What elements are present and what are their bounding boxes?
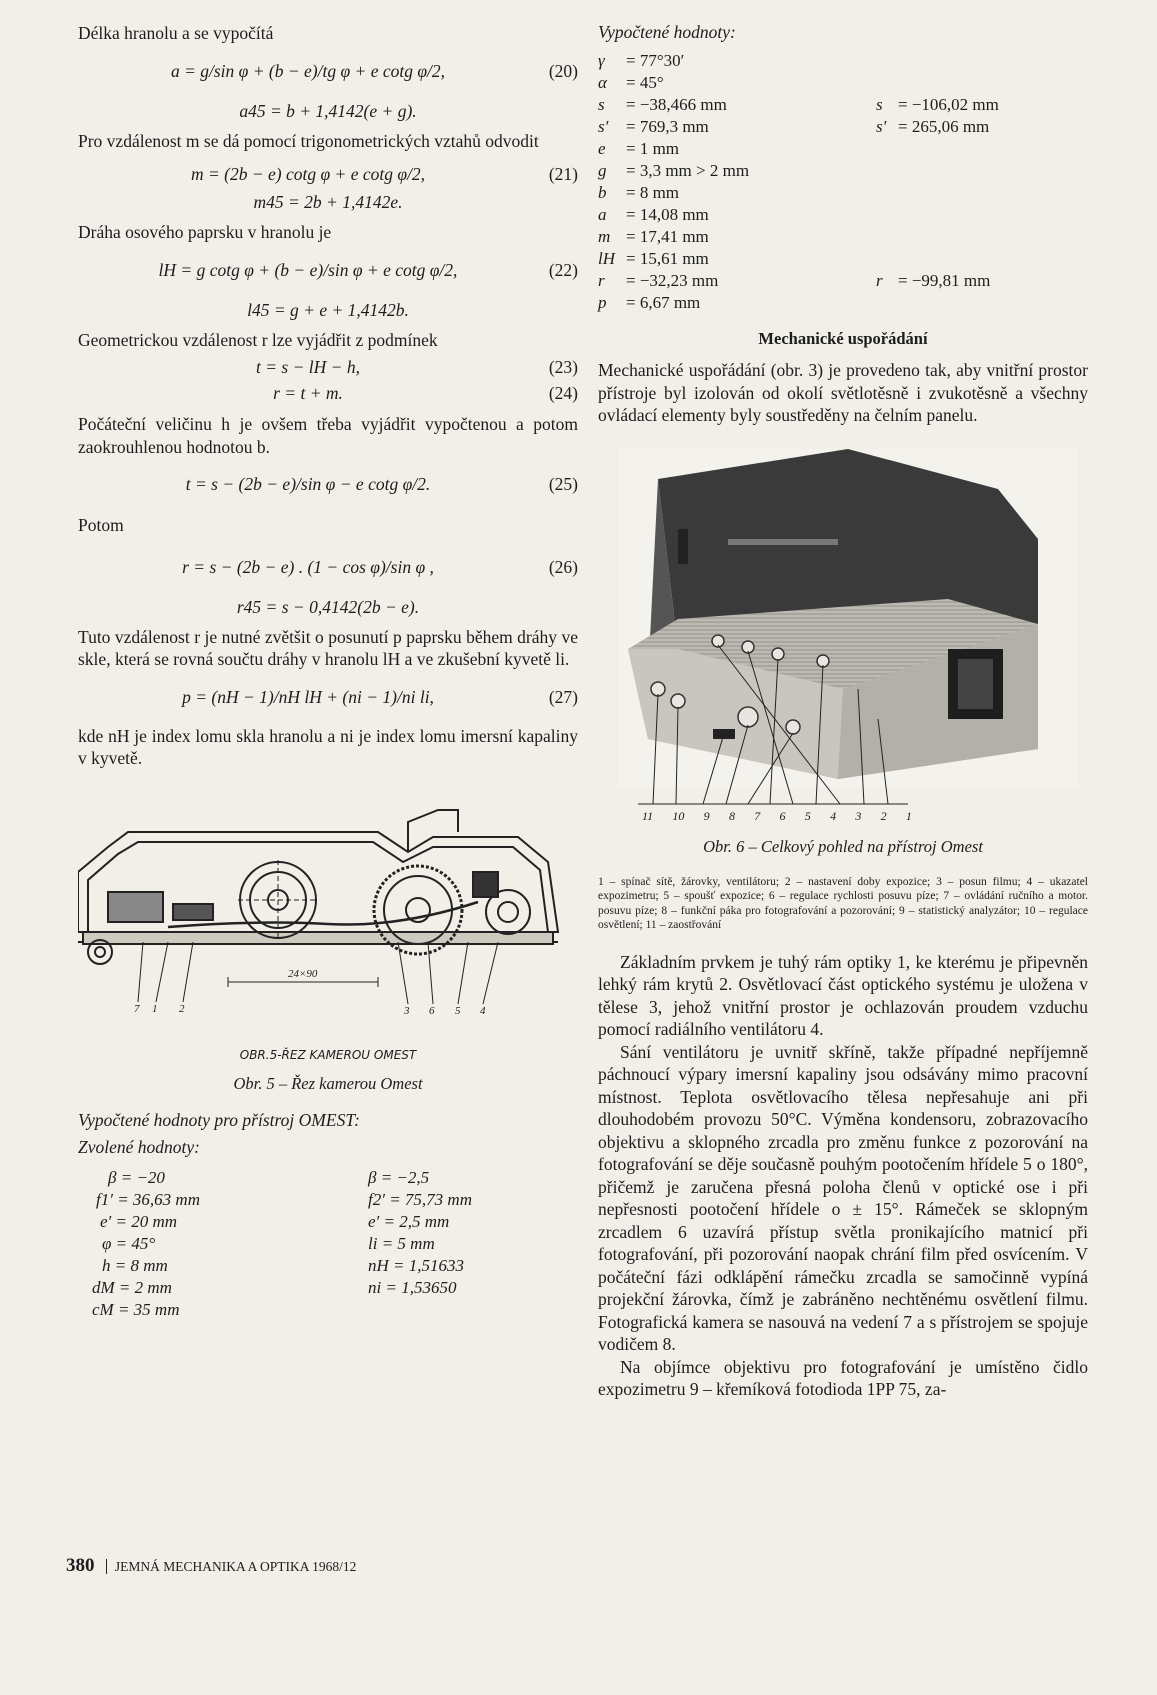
page-footer <box>66 1555 356 1577</box>
equation-22 <box>78 246 578 296</box>
table-cell <box>898 139 1088 161</box>
equation-sub: a45 = b + 1,4142(e + g). <box>239 100 417 121</box>
table-cell: = 8 mm <box>626 183 680 202</box>
equation-27 <box>78 673 578 723</box>
figure-drawn-label: OBR.5-ŘEZ KAMEROU OMEST <box>239 1047 417 1062</box>
table-row <box>78 1168 578 1190</box>
equation-number: (24) <box>548 383 578 403</box>
equation-body: t = s − (2b − e)/sin φ − e cotg φ/2. <box>185 474 431 494</box>
figure-caption: Obr. 6 – Celkový pohled na přístroj Omest <box>703 836 983 856</box>
table-cell: = 77°30′ <box>626 51 685 70</box>
table-cell: e′ = 2,5 mm <box>368 1211 450 1231</box>
table-cell: r <box>876 271 883 290</box>
figure-legend: 1 – spínač sítě, žárovky, ventilátoru; 2 – nastavení doby expozice; 3 – posun filmu; 4 – ukazatel expozimetru; 5 – spoušť expozice; 6 – regulace rychlosti posuvu píze; 7 – ovládání ručního a motor. posuvu píze; 8 – funkční páka pro fotografování a pozorování; 9 – statistický analyzátor; 10 – regulace osvětlení; 11 – zaostřování <box>598 875 1088 931</box>
table-cell: h = 8 mm <box>102 1255 168 1275</box>
paragraph: Délka hranolu a se vypočítá <box>78 23 274 43</box>
callout-label: 7 <box>134 1002 140 1015</box>
table-cell: γ <box>598 51 605 70</box>
journal-name: JEMNÁ MECHANIKA A OPTIKA 1968/12 <box>106 1559 357 1574</box>
table-row <box>598 73 1088 95</box>
table-cell: e′ = 20 mm <box>100 1211 178 1231</box>
table-cell: m <box>598 227 611 246</box>
table-row <box>78 1212 578 1234</box>
table-cell: = −99,81 mm <box>898 271 991 290</box>
paragraph: Počáteční veličinu h je ovšem třeba vyjádřit vypočtenou a potom zaokrouhlenou hodnotou b. <box>78 414 578 457</box>
table-row <box>598 271 1088 293</box>
table-cell <box>876 51 898 73</box>
callout-row <box>642 809 912 824</box>
table-row <box>598 205 1088 227</box>
table-cell: lH <box>598 249 615 268</box>
figure-caption: Obr. 5 – Řez kamerou Omest <box>233 1073 423 1093</box>
equation-number: (25) <box>548 474 578 494</box>
table-cell <box>898 161 1088 183</box>
equation-24 <box>78 383 578 407</box>
callout-label: 5 <box>455 1004 461 1017</box>
equation-sub: r45 = s − 0,4142(2b − e). <box>236 596 420 617</box>
callout-label: 7 <box>754 808 761 823</box>
table-cell <box>876 205 898 227</box>
paragraph: Potom <box>78 515 124 535</box>
equation-23 <box>78 357 578 381</box>
table-cell: = −106,02 mm <box>898 95 999 114</box>
figure-5 <box>78 792 578 1042</box>
table-cell: nH = 1,51633 <box>368 1255 464 1275</box>
table-cell: = 769,3 mm <box>626 117 709 136</box>
callout-label: 8 <box>728 808 735 823</box>
table-cell: α <box>598 73 607 92</box>
equation-number: (22) <box>548 259 578 280</box>
equation-number: (26) <box>548 556 578 577</box>
calculated-values-table <box>598 51 1088 315</box>
table-cell: s′ <box>598 117 609 136</box>
chosen-values-table <box>78 1168 578 1322</box>
equation-sub: l45 = g + e + 1,4142b. <box>247 299 409 320</box>
calculated-values-heading: Vypočtené hodnoty: <box>598 22 736 42</box>
chosen-values-heading: Zvolené hodnoty: <box>78 1136 200 1157</box>
paragraph: Geometrickou vzdálenost r lze vyjádřit z podmínek <box>78 329 438 350</box>
table-cell <box>898 293 1088 315</box>
callout-label: 4 <box>830 808 837 823</box>
table-cell: s <box>876 95 883 114</box>
table-row <box>598 183 1088 205</box>
table-cell <box>898 205 1088 227</box>
table-cell <box>898 183 1088 205</box>
table-cell: β = −20 <box>108 1167 165 1187</box>
callout-label: 4 <box>480 1004 486 1017</box>
left-column <box>78 22 578 1322</box>
table-cell: = 3,3 mm > 2 mm <box>626 161 750 180</box>
table-cell <box>898 51 1088 73</box>
callout-label: 1 <box>152 1002 158 1015</box>
callout-label: 5 <box>804 808 811 823</box>
equation-body: p = (nH − 1)/nH lH + (ni − 1)/ni li, <box>182 686 434 707</box>
paragraph: Sání ventilátoru je uvnitř skříně, takže případné nepříjemně páchnoucí výpary imersní kapaliny jsou odsávány mimo pracovní místnost. Teplota osvětlovacího tělesa nepřesahuje ani při dlouhodobém provozu 50°C. Výměna kondensoru, zobrazovacího objektivu a sklopného zrcadla pro změnu funkce z pozorování na fotografování se děje současně pouhým pootočením hřídele 5 o 180°, přičemž je zaručena přesná poloha členů v optické ose i při nepřesnosti pootočení hřídele o ± 15°. Rámeček se sklopným zrcadlem 6 uzavírá přístup světla pronikajícího matnicí při fotografování, při pozorování naopak chrání film před osvícením. V počáteční fázi odklápění rámečku zrcadla se samočinně vypíná projekční žárovka, čímž je zabráněno nechtěnému osvětlení filmu. Fotografická kamera se nasouvá na vedení 7 a s přístrojem se spojuje vodičem 8. <box>598 1041 1088 1354</box>
equation-26 <box>78 543 578 593</box>
equation-sub: m45 = 2b + 1,4142e. <box>253 192 403 212</box>
callout-label: 1 <box>905 808 912 823</box>
table-row <box>598 51 1088 73</box>
callout-label: 3 <box>404 1004 410 1017</box>
paragraph: Dráha osového paprsku v hranolu je <box>78 222 332 242</box>
table-cell <box>876 249 898 271</box>
equation-20 <box>78 47 578 97</box>
table-cell: = 6,67 mm <box>626 293 701 312</box>
table-cell <box>898 73 1088 95</box>
paragraph: Pro vzdálenost m se dá pomocí trigonometrických vztahů odvodit <box>78 130 539 151</box>
table-row <box>598 95 1088 117</box>
paragraph: Mechanické uspořádání (obr. 3) je provedeno tak, aby vnitřní prostor přístroje byl izolován od okolí světlotěsně i zvukotěsně a všechny ovládací elementy byly soustředěny na čelním panelu. <box>598 360 1088 425</box>
paragraph: Tuto vzdálenost r je nutné zvětšit o posunutí p paprsku během dráhy ve skle, která se rovná součtu dráhy v hranolu lH a ve zkušební kyvetě li. <box>78 626 578 669</box>
table-cell <box>368 1300 578 1322</box>
table-cell: li = 5 mm <box>368 1233 435 1253</box>
callout-label: 11 <box>642 808 654 823</box>
table-cell: = −32,23 mm <box>626 271 719 290</box>
table-cell <box>876 293 898 315</box>
equation-body: lH = g cotg φ + (b − e)/sin φ + e cotg φ/2, <box>158 259 458 280</box>
table-cell <box>876 227 898 249</box>
right-column <box>598 22 1088 1401</box>
equation-number: (27) <box>548 686 578 707</box>
table-cell <box>876 139 898 161</box>
table-cell: cM = 35 mm <box>92 1299 180 1319</box>
table-row <box>598 161 1088 183</box>
table-cell: r <box>598 271 605 290</box>
table-cell: e <box>598 139 606 158</box>
table-cell: = 14,08 mm <box>626 205 709 224</box>
equation-25 <box>78 460 578 510</box>
table-cell: dM = 2 mm <box>92 1277 172 1297</box>
table-cell: = 15,61 mm <box>626 249 709 268</box>
table-cell: β = −2,5 <box>368 1167 430 1187</box>
equation-body: m = (2b − e) cotg φ + e cotg φ/2, <box>190 164 426 184</box>
values-heading: Vypočtené hodnoty pro přístroj OMEST: <box>78 1109 360 1130</box>
callout-label: 2 <box>179 1002 185 1015</box>
table-cell <box>876 73 898 95</box>
table-cell: = 17,41 mm <box>626 227 709 246</box>
callout-label: 6 <box>779 808 786 823</box>
table-cell: = −38,466 mm <box>626 95 727 114</box>
table-row <box>598 227 1088 249</box>
equation-number: (20) <box>548 60 578 81</box>
table-cell: = 265,06 mm <box>898 117 990 136</box>
table-cell <box>876 183 898 205</box>
callout-label: 2 <box>880 808 887 823</box>
table-row <box>78 1300 578 1322</box>
table-cell <box>898 227 1088 249</box>
table-cell: g <box>598 161 607 180</box>
table-cell: = 45° <box>626 73 664 92</box>
table-row <box>78 1234 578 1256</box>
callout-label: 3 <box>855 808 862 823</box>
table-row <box>598 139 1088 161</box>
callout-label: 6 <box>429 1004 435 1017</box>
figure-6 <box>598 449 1088 871</box>
callout-label: 9 <box>703 808 710 823</box>
equation-body: r = s − (2b − e) . (1 − cos φ)/sin φ , <box>182 556 434 577</box>
device-photo <box>618 449 1078 871</box>
equation-body: a = g/sin φ + (b − e)/tg φ + e cotg φ/2, <box>170 60 446 81</box>
table-row <box>78 1256 578 1278</box>
equation-number: (21) <box>548 164 578 184</box>
table-row <box>78 1278 578 1300</box>
table-cell: f1′ = 36,63 mm <box>96 1189 200 1209</box>
section-title: Mechanické uspořádání <box>758 329 928 348</box>
table-cell: f2′ = 75,73 mm <box>368 1189 472 1209</box>
equation-body: r = t + m. <box>273 383 343 403</box>
table-row <box>598 117 1088 139</box>
table-row <box>78 1190 578 1212</box>
equation-21 <box>78 164 578 188</box>
table-cell: ni = 1,53650 <box>368 1277 457 1297</box>
equation-number: (23) <box>548 357 578 377</box>
table-cell: = 1 mm <box>626 139 680 158</box>
page-number: 380 <box>66 1555 95 1576</box>
table-row <box>598 293 1088 315</box>
table-cell: s′ <box>876 117 887 136</box>
paragraph: Základním prvkem je tuhý rám optiky 1, ke kterému je připevněn lehký rám krytů 2. Osvětlovací část optického systému je uložena v tělese 3, jehož vnitřní prostor je ochlazován proudem vzduchu pomocí radiálního ventilátoru 4. <box>598 951 1088 1039</box>
paragraph: Na objímce objektivu pro fotografování je umístěno čidlo expozimetru 9 – křemíková fotodioda 1PP 75, za- <box>598 1356 1088 1399</box>
table-cell: b <box>598 183 607 202</box>
dimension-label: 24×90 <box>288 967 318 980</box>
table-cell <box>898 249 1088 271</box>
table-row <box>598 249 1088 271</box>
table-cell: a <box>598 205 607 224</box>
callout-label: 10 <box>672 808 685 823</box>
table-cell: s <box>598 95 605 114</box>
table-cell <box>876 161 898 183</box>
table-cell: p <box>598 293 607 312</box>
paragraph: kde nH je index lomu skla hranolu a ni je index lomu imersní kapaliny v kyvetě. <box>78 725 578 768</box>
equation-body: t = s − lH − h, <box>256 357 360 377</box>
table-cell: φ = 45° <box>102 1233 156 1253</box>
